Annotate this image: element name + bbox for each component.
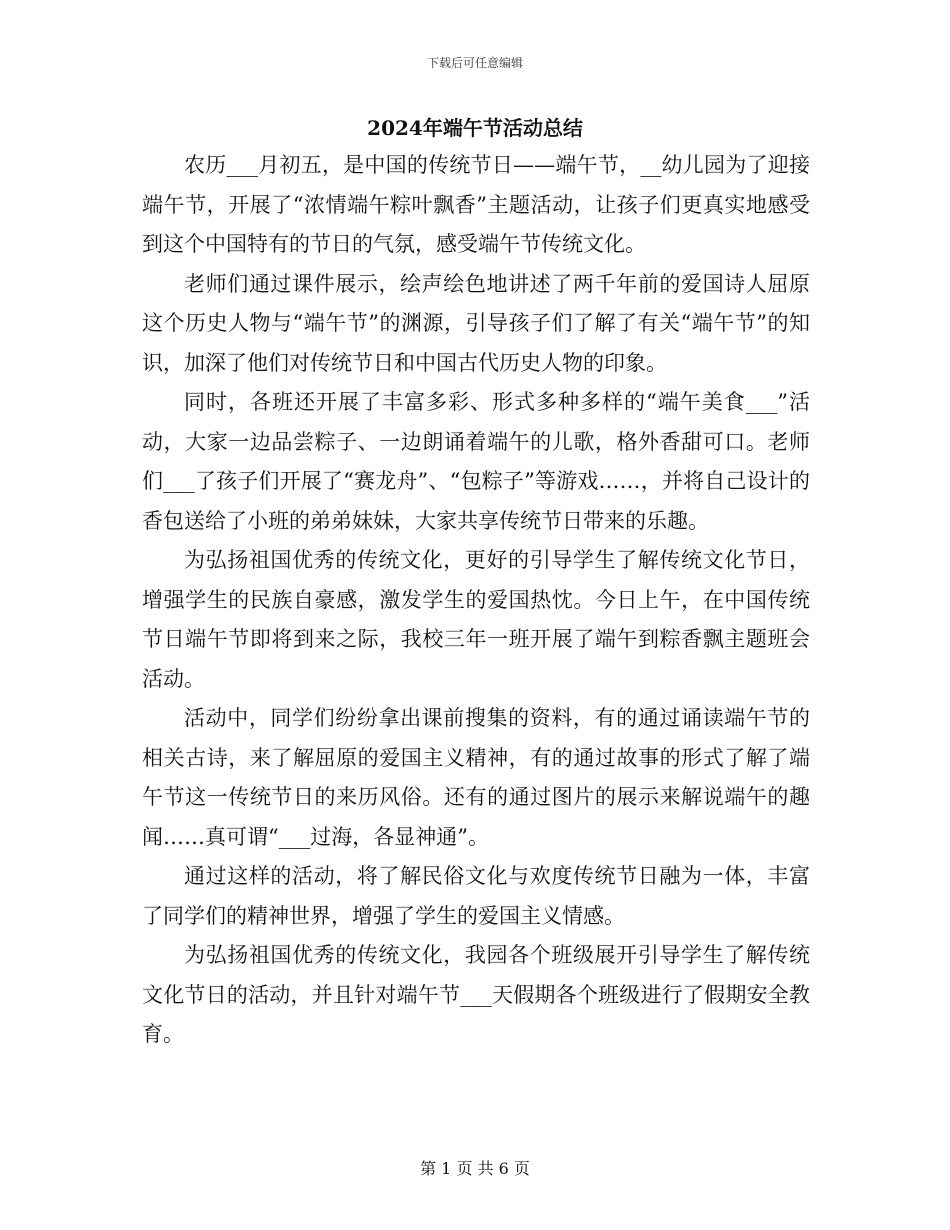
paragraph: 为弘扬祖国优秀的传统文化，更好的引导学生了解传统文化节日，增强学生的民族自豪感，激发学生的爱国热忱。今日上午，在中国传统节日端午节即将到来之际，我校三年一班开展了端午到粽香飘主题班会活动。 <box>142 548 810 691</box>
paragraph: 活动中，同学们纷纷拿出课前搜集的资料，有的通过诵读端午节的相关古诗，来了解屈原的爱国主义精神，有的通过故事的形式了解了端午节这一传统节日的来历风俗。还有的通过图片的展示来解说端午的趣闻……真可谓“___过海，各显神通”。 <box>142 706 810 849</box>
header-note: 下载后可任意编辑 <box>426 56 523 70</box>
document-body <box>142 146 810 1055</box>
paragraph: 农历___月初五，是中国的传统节日——端午节，__幼儿园为了迎接端午节，开展了“浓情端午粽叶飘香”主题活动，让孩子们更真实地感受到这个中国特有的节日的气氛，感受端午节传统文化。 <box>142 153 810 256</box>
document-title: 2024年端午节活动总结 <box>367 116 583 140</box>
paragraph: 同时，各班还开展了丰富多彩、形式多种多样的“端午美食___”活动，大家一边品尝粽子、一边朗诵着端午的儿歌，格外香甜可口。老师们___了孩子们开展了“赛龙舟”、“包粽子”等游戏……，并将自己设计的香包送给了小班的弟弟妹妹，大家共享传统节日带来的乐趣。 <box>142 390 810 533</box>
paragraph: 通过这样的活动，将了解民俗文化与欢度传统节日融为一体，丰富了同学们的精神世界，增强了学生的爱国主义情感。 <box>142 864 810 928</box>
page-footer: 第 1 页 共 6 页 <box>420 1159 530 1178</box>
paragraph: 老师们通过课件展示，绘声绘色地讲述了两千年前的爱国诗人屈原这个历史人物与“端午节”的渊源，引导孩子们了解了有关“端午节”的知识，加深了他们对传统节日和中国古代历史人物的印象。 <box>142 271 810 375</box>
paragraph: 为弘扬祖国优秀的传统文化，我园各个班级展开引导学生了解传统文化节日的活动，并且针对端午节___天假期各个班级进行了假期安全教育。 <box>142 943 810 1046</box>
